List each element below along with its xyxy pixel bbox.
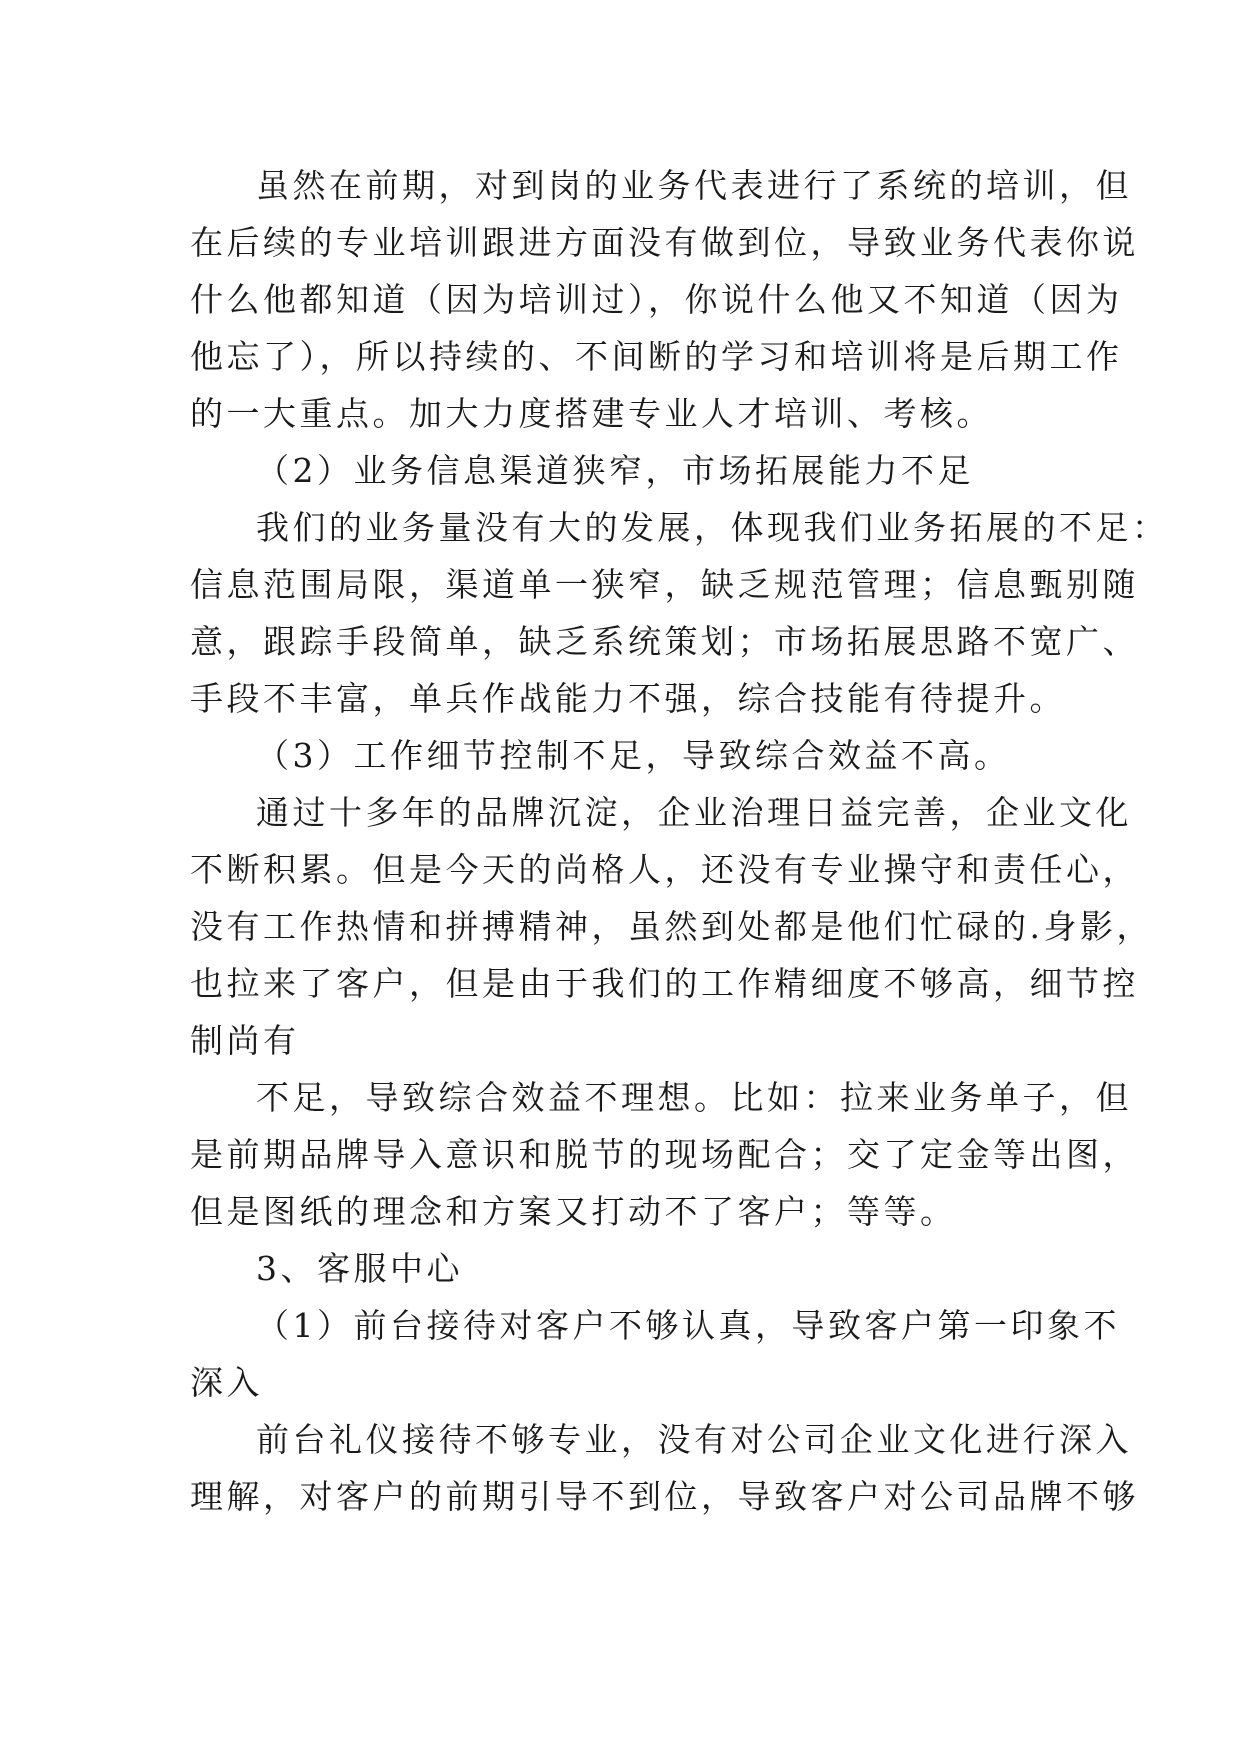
paragraph-line: 是前期品牌导入意识和脱节的现场配合；交了定金等出图，: [190, 1135, 1139, 1174]
paragraph-line: 制尚有: [190, 1021, 300, 1060]
paragraph-line: 虽然在前期，对到岗的业务代表进行了系统的培训，但: [256, 166, 1132, 205]
paragraph-line: 的一大重点。加大力度搭建专业人才培训、考核。: [190, 394, 993, 433]
paragraph-line: 他忘了），所以持续的、不间断的学习和培训将是后期工作: [190, 337, 1123, 376]
paragraph-line: 没有工作热情和拼搏精神，虽然到处都是他们忙碌的.身影，: [190, 907, 1153, 946]
paragraph-line: 我们的业务量没有大的发展，体现我们业务拓展的不足：: [256, 508, 1169, 547]
section-heading: （1）前台接待对客户不够认真，导致客户第一印象不: [256, 1306, 1120, 1345]
paragraph-line: 不足，导致综合效益不理想。比如：拉来业务单子，但: [256, 1078, 1132, 1117]
paragraph-line: 但是图纸的理念和方案又打动不了客户；等等。: [190, 1192, 957, 1231]
paragraph-line: 什么他都知道（因为培训过），你说什么他又不知道（因为: [190, 280, 1123, 319]
section-heading: 深入: [190, 1363, 263, 1402]
paragraph-line: 信息范围局限，渠道单一狭窄，缺乏规范管理；信息甄别随: [190, 565, 1139, 604]
paragraph-line: 在后续的专业培训跟进方面没有做到位，导致业务代表你说: [190, 223, 1139, 262]
paragraph-line: 也拉来了客户，但是由于我们的工作精细度不够高，细节控: [190, 964, 1139, 1003]
section-heading: （2）业务信息渠道狭窄，市场拓展能力不足: [256, 451, 974, 490]
paragraph-line: 手段不丰富，单兵作战能力不强，综合技能有待提升。: [190, 679, 1066, 718]
paragraph-line: 通过十多年的品牌沉淀，企业治理日益完善，企业文化: [256, 793, 1132, 832]
paragraph-line: 不断积累。但是今天的尚格人，还没有专业操守和责任心，: [190, 850, 1139, 889]
section-heading: 3、客服中心: [256, 1249, 463, 1288]
section-heading: （3）工作细节控制不足，导致综合效益不高。: [256, 736, 1011, 775]
paragraph-line: 意，跟踪手段简单，缺乏系统策划；市场拓展思路不宽广、: [190, 622, 1139, 661]
paragraph-line: 前台礼仪接待不够专业，没有对公司企业文化进行深入: [256, 1420, 1132, 1459]
paragraph-line: 理解，对客户的前期引导不到位，导致客户对公司品牌不够: [190, 1477, 1139, 1516]
